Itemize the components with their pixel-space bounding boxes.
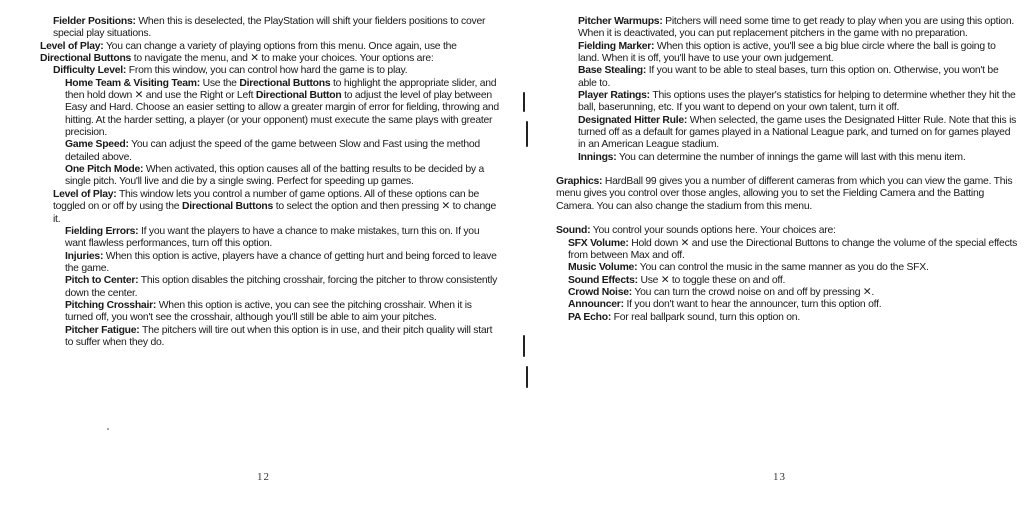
term: Graphics: bbox=[556, 176, 603, 188]
definition: Use the bbox=[199, 77, 240, 89]
entry-home-visiting-team bbox=[40, 78, 502, 140]
right-page bbox=[516, 0, 1031, 507]
page-number: 12 bbox=[257, 471, 270, 483]
term: Level of Play: bbox=[40, 40, 104, 52]
term: SFX Volume: bbox=[568, 237, 629, 249]
entry-innings bbox=[556, 152, 1018, 164]
definition: The pitchers will tire out when this option is in use, and their pitch quality will start to suffer when they do. bbox=[65, 324, 493, 348]
definition: This window lets you control a number of game options. All of these options can be toggled on or off by using the bbox=[53, 188, 480, 213]
term: Fielding Errors: bbox=[65, 225, 139, 237]
definition: to highlight the appropriate slider, and then hold down ✕ and use the Right or Left bbox=[65, 77, 497, 102]
right-text-column bbox=[556, 16, 1018, 324]
entry-fielding-errors bbox=[40, 226, 502, 251]
entry-pitcher-warmups bbox=[556, 16, 1018, 41]
entry-music-volume bbox=[556, 262, 1018, 274]
left-text-column bbox=[40, 16, 502, 349]
definition: You can control the music in the same manner as you do the SFX. bbox=[637, 262, 929, 274]
definition: When this option is active, you can see the pitching crosshair. When it is turned off, you won't see the crosshair, although you'll still be able to aim your pitches. bbox=[65, 299, 472, 324]
definition: You can change a variety of playing options from this menu. Once again, use the bbox=[103, 40, 457, 52]
entry-fielder-positions bbox=[40, 16, 502, 41]
term: Injuries: bbox=[65, 250, 104, 262]
term: Player Ratings: bbox=[578, 90, 650, 102]
definition: to adjust the level of play between Easy and Hard. Choose an easier setting to allow a greater margin of error for fielding, throwing and hitting. At the harder setting, a player (or your opponent) must execute the same plays with greater precision. bbox=[65, 90, 499, 139]
term: Pitching Crosshair: bbox=[65, 299, 157, 311]
entry-pitcher-fatigue bbox=[40, 325, 502, 350]
definition: When activated, this option causes all of the batting results to be decided by a single pitch. You'll live and die by a single swing. Perfect for speeding up games. bbox=[65, 164, 484, 188]
definition: You can turn the crowd noise on and off by pressing ✕. bbox=[631, 286, 874, 298]
term: Directional Buttons bbox=[181, 201, 274, 213]
definition: HardBall 99 gives you a number of different cameras from which you can view the game. This menu gives you control over those angles, allowing you to set the Fielding Camera and the Batting Camera. You can also change the stadium from this menu. bbox=[556, 176, 1013, 212]
definition: For real ballpark sound, turn this option on. bbox=[611, 311, 800, 323]
entry-player-ratings bbox=[556, 90, 1018, 115]
definition: If you want the players to have a chance to make mistakes, turn this on. If you want flawless performances, turn off this option. bbox=[65, 225, 480, 250]
left-page bbox=[0, 0, 515, 507]
entry-sound-effects bbox=[556, 275, 1018, 287]
spacer bbox=[556, 164, 1018, 176]
entry-game-speed bbox=[40, 139, 502, 164]
term: Pitch to Center: bbox=[65, 275, 139, 287]
entry-crowd-noise bbox=[556, 287, 1018, 299]
entry-one-pitch-mode bbox=[40, 164, 502, 189]
term: Base Stealing: bbox=[578, 65, 647, 77]
term: Directional Buttons bbox=[40, 53, 132, 65]
entry-sfx-volume bbox=[556, 238, 1018, 263]
term: PA Echo: bbox=[568, 311, 612, 323]
term: Directional Button bbox=[255, 90, 342, 102]
term: Pitcher Warmups: bbox=[578, 16, 663, 27]
entry-base-stealing bbox=[556, 65, 1018, 90]
entry-fielding-marker bbox=[556, 41, 1018, 66]
speck bbox=[107, 428, 109, 430]
term: One Pitch Mode: bbox=[65, 164, 144, 176]
term: Fielding Marker: bbox=[578, 40, 655, 52]
term: Crowd Noise: bbox=[568, 286, 632, 298]
entry-injuries bbox=[40, 251, 502, 276]
term: Level of Play: bbox=[53, 188, 117, 200]
spacer bbox=[556, 213, 1018, 225]
entry-sound bbox=[556, 225, 1018, 237]
entry-announcer bbox=[556, 299, 1018, 311]
definition: When this option is active, you'll see a big blue circle where the ball is going to land. When it is off, you'll have to use your own judgement. bbox=[578, 40, 996, 65]
definition: When this is deselected, the PlayStation will shift your fielders positions to cover special play situations. bbox=[53, 16, 486, 40]
page-number: 13 bbox=[773, 471, 786, 483]
term: Sound Effects: bbox=[568, 274, 638, 286]
definition: You control your sounds options here. Your choices are: bbox=[590, 225, 836, 237]
term: Game Speed: bbox=[65, 139, 129, 151]
term: Pitcher Fatigue: bbox=[65, 324, 140, 336]
term: Difficulty Level: bbox=[53, 65, 127, 77]
term: Announcer: bbox=[568, 299, 624, 311]
definition: If you don't want to hear the announcer, turn this option off. bbox=[623, 299, 882, 311]
entry-level-of-play-options bbox=[40, 189, 502, 226]
definition: Hold down ✕ and use the Directional Buttons to change the volume of the special effects from between Max and off. bbox=[568, 237, 1018, 261]
entry-pa-echo bbox=[556, 312, 1018, 324]
term: Designated Hitter Rule: bbox=[578, 114, 688, 126]
definition: If you want to be able to steal bases, turn this option on. Otherwise, you won't be able to. bbox=[578, 65, 999, 89]
definition: Use ✕ to toggle these on and off. bbox=[637, 274, 786, 286]
entry-pitch-to-center bbox=[40, 275, 502, 300]
term: Sound: bbox=[556, 225, 591, 237]
term: Home Team & Visiting Team: bbox=[65, 77, 200, 89]
entry-graphics bbox=[556, 176, 1018, 213]
term: Fielder Positions: bbox=[53, 16, 136, 27]
term: Music Volume: bbox=[568, 262, 638, 274]
definition: to navigate the menu, and ✕ to make your choices. Your options are: bbox=[131, 53, 434, 65]
term: Directional Buttons bbox=[239, 77, 331, 89]
definition: to select the option and then pressing ✕ to change it. bbox=[53, 201, 497, 225]
definition: You can determine the number of innings the game will last with this menu item. bbox=[616, 151, 966, 163]
definition: This option disables the pitching crosshair, forcing the pitcher to throw consistently down the center. bbox=[65, 275, 498, 299]
definition: When selected, the game uses the Designated Hitter Rule. Note that this is turned off as a default for games played in a National League park, and turned on for games played in an American League stadium. bbox=[578, 114, 1017, 151]
definition: This options uses the player's statistics for helping to determine whether they hit the ball, baserunning, etc. If you want to depend on your own talent, turn it off. bbox=[578, 90, 1016, 114]
entry-level-of-play bbox=[40, 41, 502, 66]
definition: From this window, you can control how hard the game is to play. bbox=[126, 65, 408, 77]
entry-designated-hitter bbox=[556, 115, 1018, 152]
definition: When this option is active, players have a chance of getting hurt and being forced to leave the game. bbox=[65, 250, 497, 274]
entry-pitching-crosshair bbox=[40, 300, 502, 325]
term: Innings: bbox=[578, 151, 617, 163]
definition: Pitchers will need some time to get ready to play when you are using this option. When it is deactivated, you can put replacement pitchers in the game with no preparation. bbox=[578, 16, 1014, 40]
entry-difficulty-level bbox=[40, 65, 502, 77]
definition: You can adjust the speed of the game between Slow and Fast using the method detailed above. bbox=[65, 139, 480, 163]
